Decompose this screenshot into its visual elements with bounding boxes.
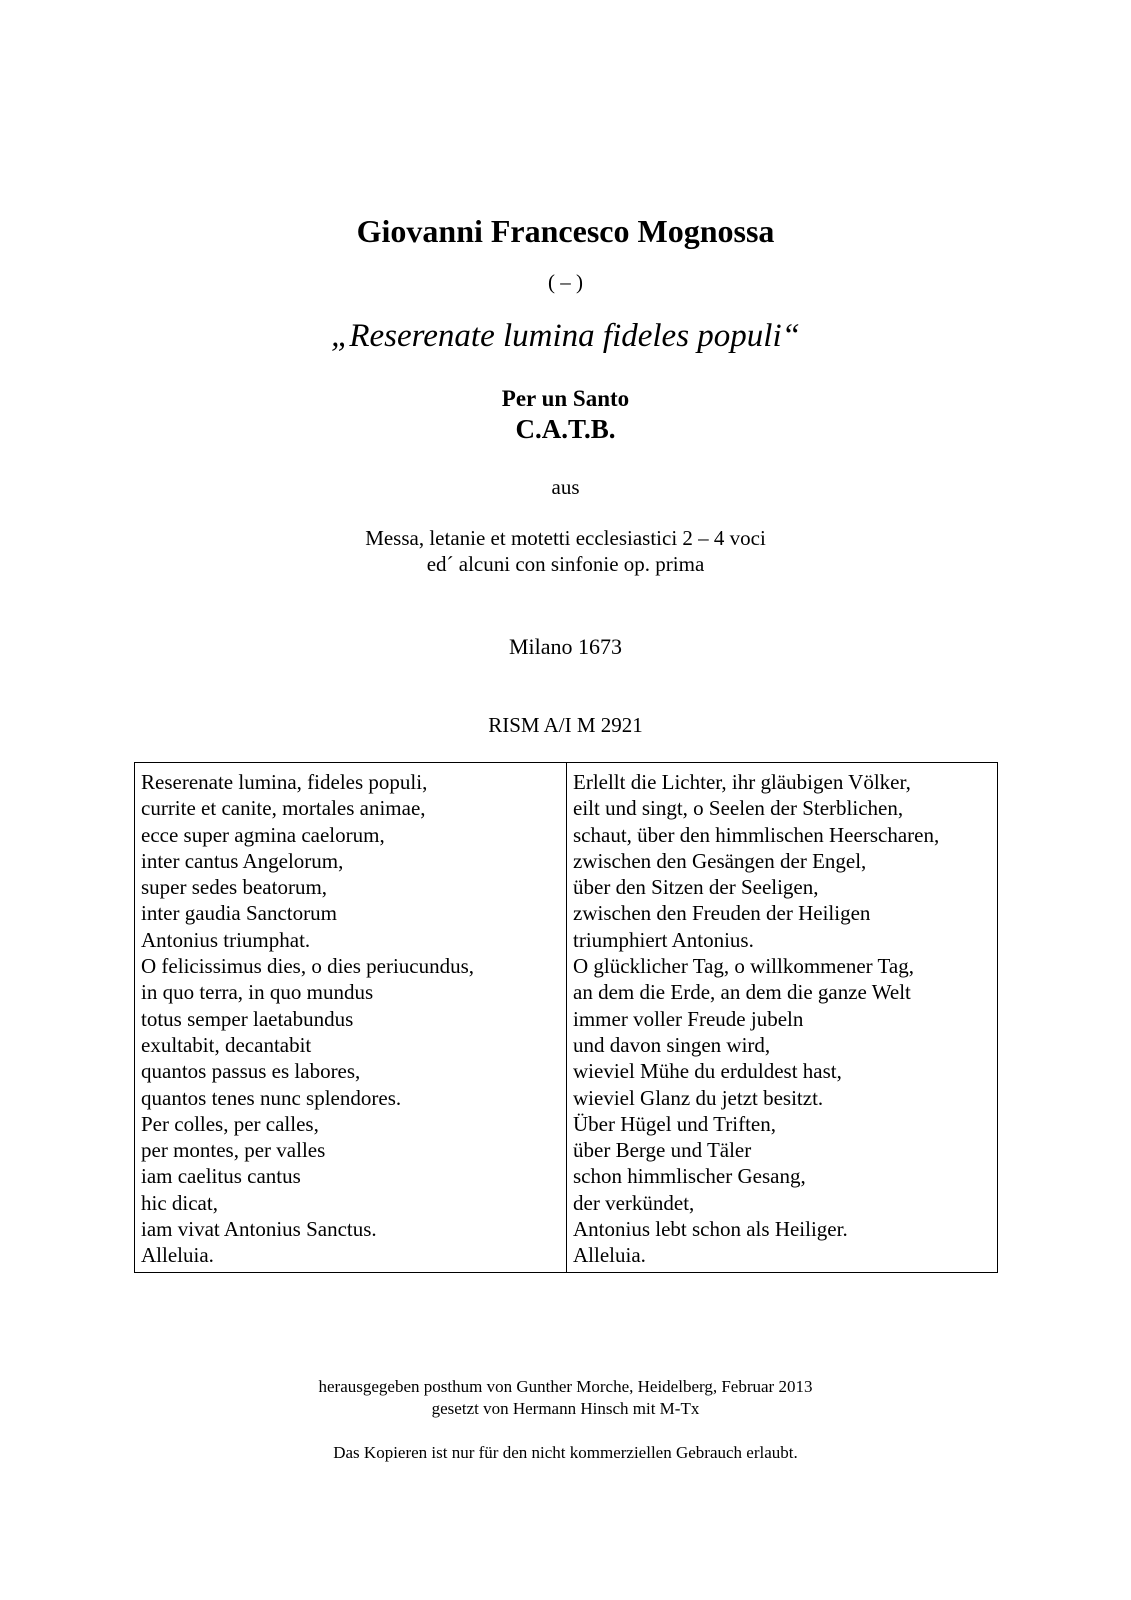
german-line: Erlellt die Lichter, ihr gläubigen Völker, xyxy=(573,770,911,794)
german-line: Alleluia. xyxy=(573,1243,646,1268)
german-line: zwischen den Gesängen der Engel, xyxy=(573,848,867,873)
aus-label: aus xyxy=(551,475,580,499)
latin-line: iam vivat Antonius Sanctus. xyxy=(141,1217,377,1242)
latin-line: Antonius triumphat. xyxy=(141,927,311,952)
latin-line: Reserenate lumina, fideles populi, xyxy=(141,770,428,794)
latin-line: iam caelitus cantus xyxy=(141,1164,301,1189)
latin-line: ecce super agmina caelorum, xyxy=(141,822,385,847)
german-line: wieviel Glanz du jetzt besitzt. xyxy=(573,1085,824,1110)
voicing-label: C.A.T.B. xyxy=(515,414,616,444)
latin-line: quantos tenes nunc splendores. xyxy=(141,1085,402,1110)
german-translation-column xyxy=(567,763,997,1272)
source-title-line-1: Messa, letanie et motetti ecclesiastici 2 – 4 voci xyxy=(365,526,766,550)
composer-dates: ( – ) xyxy=(548,270,583,294)
editor-credit: herausgegeben posthum von Gunther Morche, Heidelberg, Februar 2013 xyxy=(318,1377,813,1396)
latin-line: Per colles, per calles, xyxy=(141,1111,319,1136)
german-line: triumphiert Antonius. xyxy=(573,927,754,952)
german-line: O glücklicher Tag, o willkommener Tag, xyxy=(573,954,914,979)
latin-text-column xyxy=(135,763,567,1272)
german-line: und davon singen wird, xyxy=(573,1032,771,1057)
german-line: eilt und singt, o Seelen der Sterblichen, xyxy=(573,796,904,821)
copyright-notice: Das Kopieren ist nur für den nicht kommerziellen Gebrauch erlaubt. xyxy=(333,1443,798,1462)
place-year: Milano 1673 xyxy=(508,634,623,659)
latin-line: currite et canite, mortales animae, xyxy=(141,796,426,821)
german-line: an dem die Erde, an dem die ganze Welt xyxy=(573,980,911,1005)
german-line: der verkündet, xyxy=(573,1190,695,1215)
german-line: immer voller Freude jubeln xyxy=(573,1006,804,1031)
source-title-line-2: ed´ alcuni con sinfonie op. prima xyxy=(426,552,705,576)
latin-line: super sedes beatorum, xyxy=(141,875,328,900)
latin-line: in quo terra, in quo mundus xyxy=(141,980,374,1005)
composer-name: Giovanni Francesco Mognossa xyxy=(356,213,775,249)
german-line: Antonius lebt schon als Heiliger. xyxy=(573,1217,848,1242)
german-line: über Berge und Täler xyxy=(573,1138,752,1163)
occasion-label: Per un Santo xyxy=(501,386,630,411)
latin-line: exultabit, decantabit xyxy=(141,1032,312,1057)
work-title: „Reserenate lumina fideles populi“ xyxy=(331,318,800,354)
latin-line: per montes, per valles xyxy=(141,1138,326,1163)
latin-line: inter cantus Angelorum, xyxy=(141,848,344,873)
latin-line: inter gaudia Sanctorum xyxy=(141,901,337,926)
latin-line: totus semper laetabundus xyxy=(141,1006,354,1031)
german-line: zwischen den Freuden der Heiligen xyxy=(573,901,871,926)
german-line: schon himmlischer Gesang, xyxy=(573,1164,806,1189)
german-line: über den Sitzen der Seeligen, xyxy=(573,875,819,900)
lyrics-translation-table xyxy=(134,762,998,1273)
german-line: wieviel Mühe du erduldest hast, xyxy=(573,1059,842,1084)
latin-line: O felicissimus dies, o dies periucundus, xyxy=(141,954,475,979)
rism-number: RISM A/I M 2921 xyxy=(488,713,643,737)
typesetter-credit: gesetzt von Hermann Hinsch mit M-Tx xyxy=(431,1399,700,1418)
german-line: schaut, über den himmlischen Heerscharen, xyxy=(573,822,940,847)
latin-line: quantos passus es labores, xyxy=(141,1059,361,1084)
latin-line: hic dicat, xyxy=(141,1190,218,1215)
german-line: Über Hügel und Triften, xyxy=(573,1111,776,1136)
latin-line: Alleluia. xyxy=(141,1243,214,1268)
